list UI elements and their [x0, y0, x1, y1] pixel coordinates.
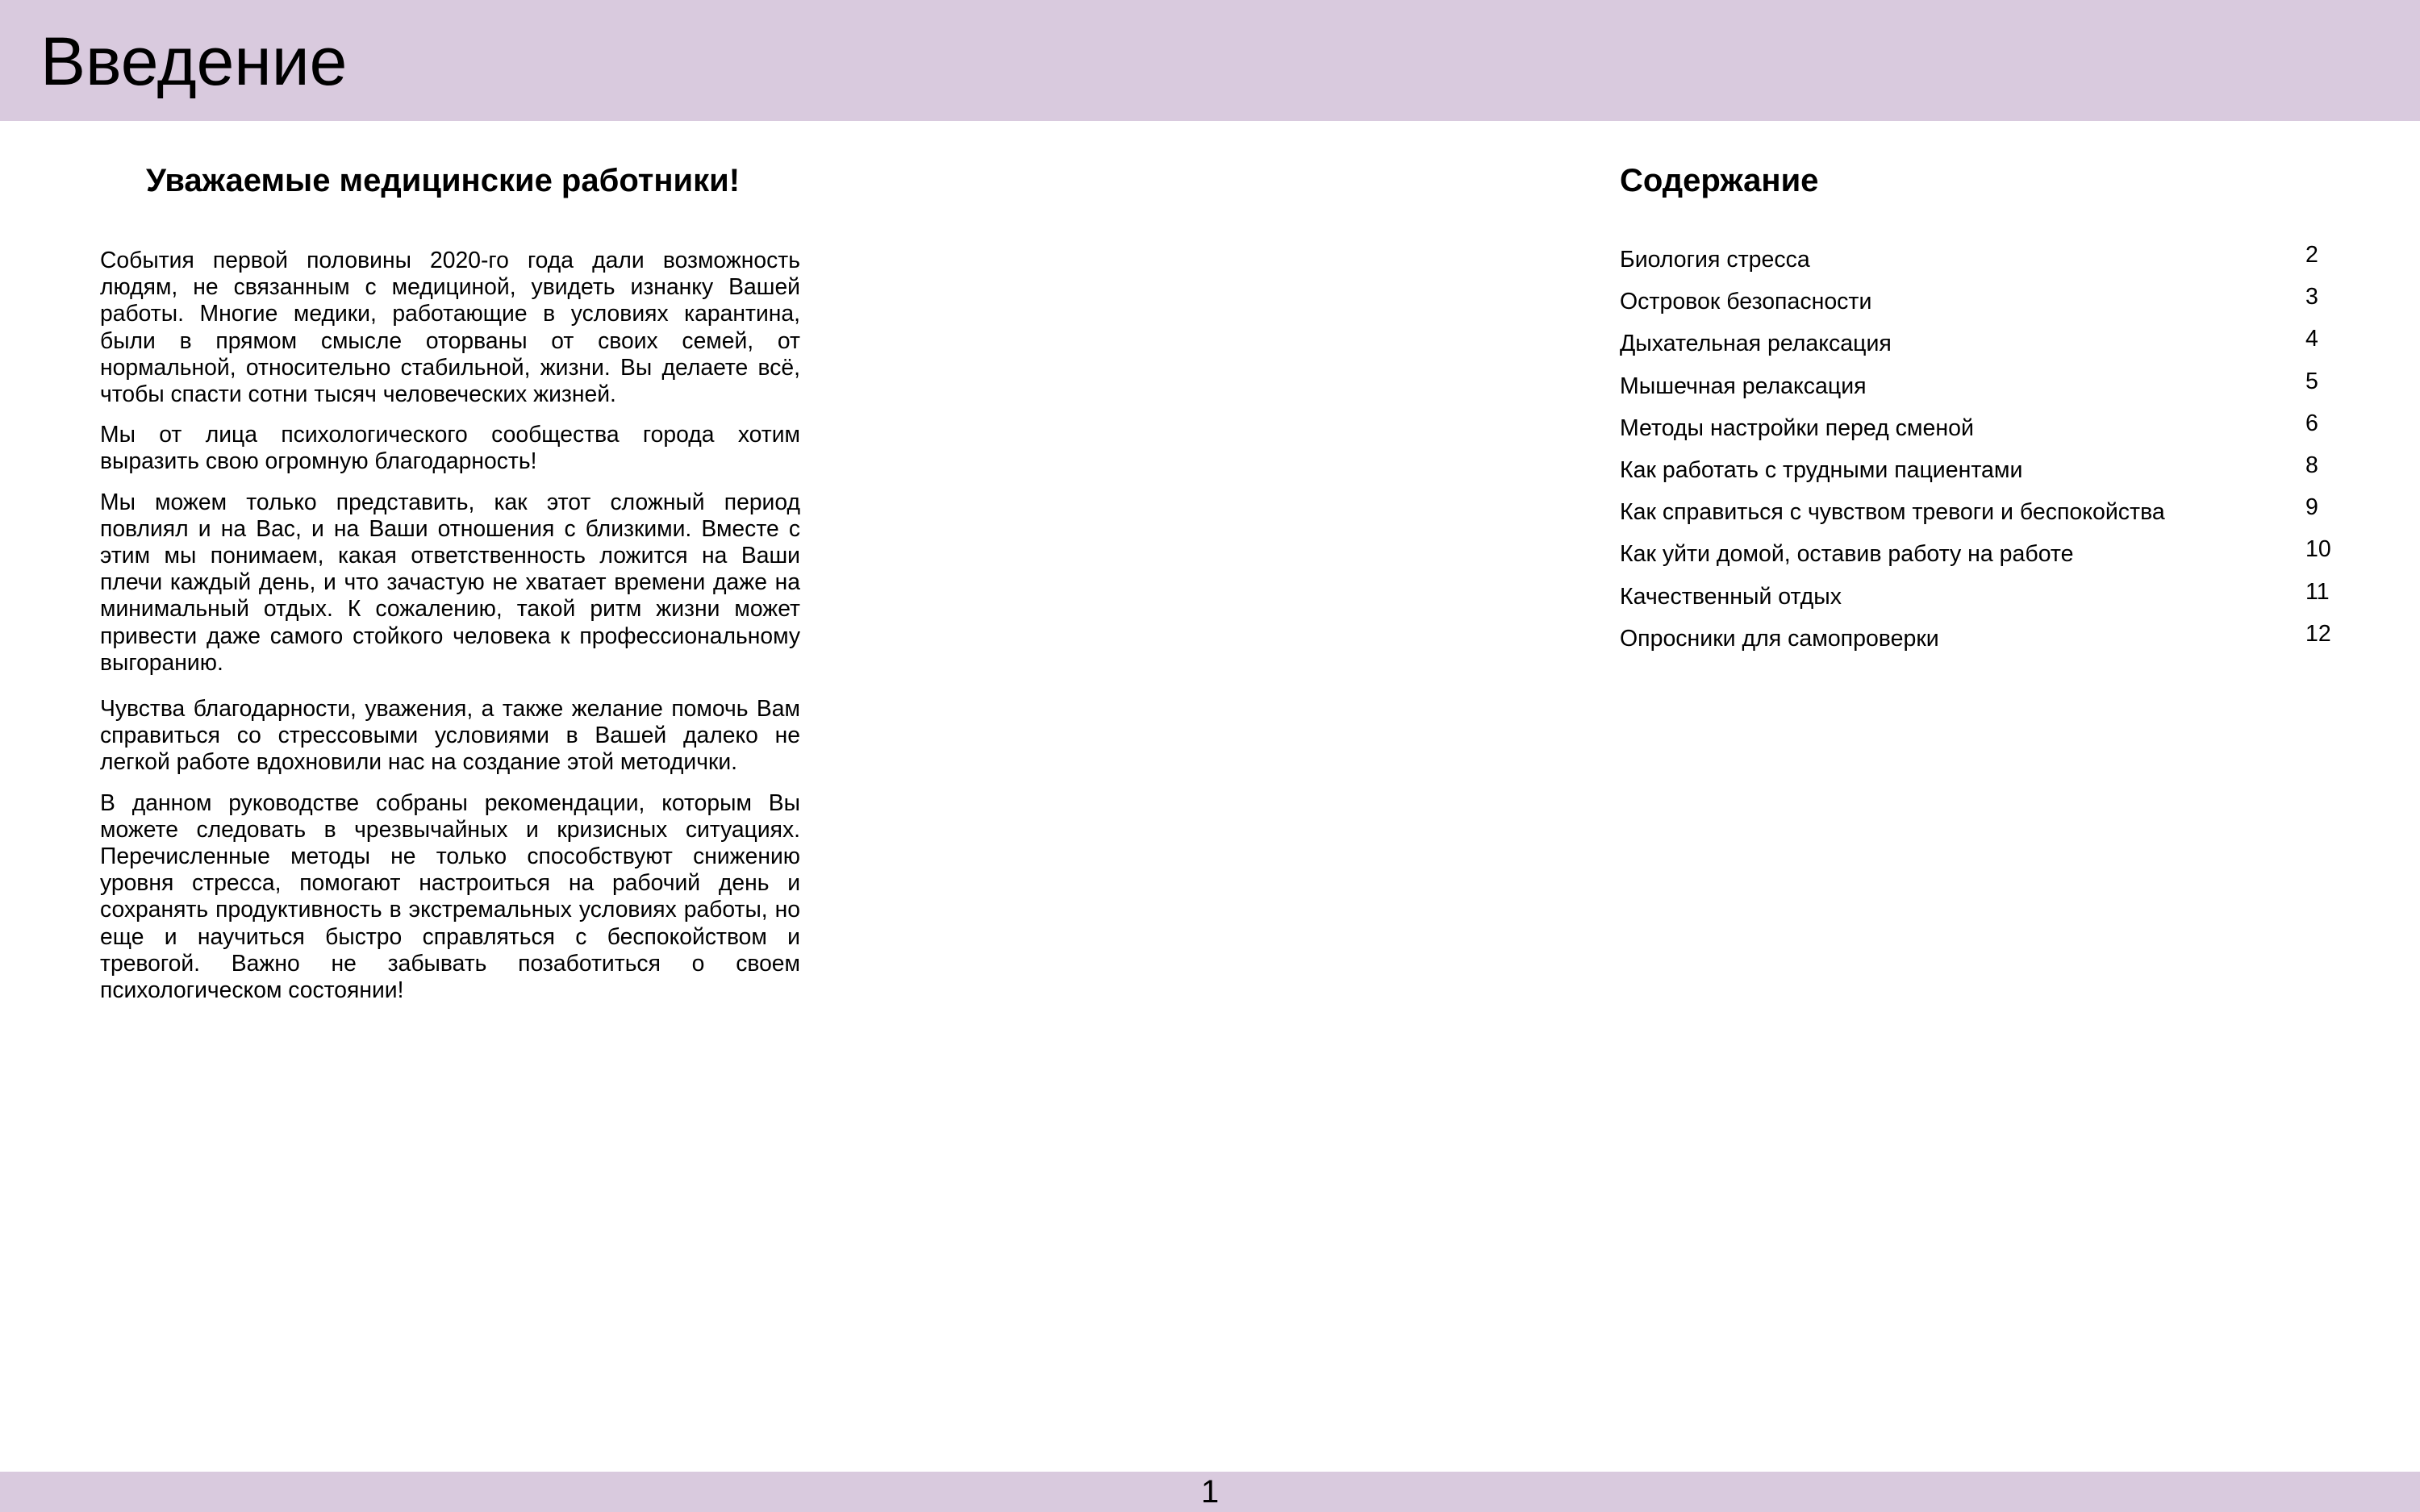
letter-section	[100, 158, 800, 1017]
toc-item-page: 8	[2305, 452, 2318, 478]
toc-item-label: Мышечная релаксация	[1620, 373, 1867, 399]
toc-list	[1620, 244, 2346, 664]
toc-item-page: 6	[2305, 410, 2318, 436]
letter-paragraph: В данном руководстве собраны рекомендации, которым Вы можете следовать в чрезвычайных и кризисных ситуациях. Перечисленные методы не только способствуют снижению уровня стресса, помогают настроиться на рабочий день и сохранять продуктивность в экстремальных условиях работы, но еще и научиться быстро справляться с беспокойством и тревогой. Важно не забывать позаботиться о своем психологическом состоянии!	[100, 789, 800, 1003]
toc-item[interactable]	[1620, 370, 2346, 412]
toc-heading: Содержание	[1620, 163, 1819, 198]
page-title: Введение	[40, 23, 348, 99]
toc-item-page: 4	[2305, 326, 2318, 352]
toc-item-page: 9	[2305, 494, 2318, 521]
letter-paragraph: Мы можем только представить, как этот сложный период повлиял и на Вас, и на Ваши отношения с близкими. Вместе с этим мы понимаем, какая ответственность ложится на Ваши плечи каждый день, и что зачастую не хватает времени даже на минимальный отдых. К сожалению, такой ритм жизни может привести даже самого стойкого человека к профессиональному выгоранию.	[100, 488, 800, 675]
toc-item[interactable]	[1620, 454, 2346, 496]
letter-paragraph: Чувства благодарности, уважения, а также желание помочь Вам справиться со стрессовыми условиями в Вашей далеко не легкой работе вдохновили нас на создание этой методички.	[100, 695, 800, 775]
toc-item[interactable]	[1620, 285, 2346, 327]
header-band	[0, 0, 2420, 121]
toc-item-page: 11	[2305, 578, 2330, 605]
toc-item-label: Качественный отдых	[1620, 583, 1842, 610]
toc-item-page: 10	[2305, 536, 2331, 563]
toc-item[interactable]	[1620, 412, 2346, 454]
toc-item[interactable]	[1620, 327, 2346, 369]
table-of-contents	[1620, 158, 2346, 664]
toc-item-label: Методы настройки перед сменой	[1620, 414, 1974, 441]
toc-item-label: Островок безопасности	[1620, 289, 1872, 315]
toc-item-label: Как справиться с чувством тревоги и беспокойства	[1620, 499, 2165, 526]
toc-item-page: 3	[2305, 284, 2318, 310]
letter-paragraph: События первой половины 2020-го года дали возможность людям, не связанным с медициной, увидеть изнанку Вашей работы. Многие медики, работающие в условиях карантина, были в прямом смысле оторваны от своих семей, от нормальной, относительно стабильной, жизни. Вы делаете всё, чтобы спасти сотни тысяч человеческих жизней.	[100, 247, 800, 407]
page-number: 1	[1200, 1474, 1220, 1510]
toc-item-page: 12	[2305, 620, 2331, 647]
toc-item[interactable]	[1620, 578, 2346, 623]
toc-item-label: Как работать с трудными пациентами	[1620, 456, 2023, 483]
toc-item[interactable]	[1620, 496, 2346, 538]
toc-item-label: Опросники для самопроверки	[1620, 625, 1939, 652]
toc-item-label: Дыхательная релаксация	[1620, 331, 1892, 357]
toc-item[interactable]	[1620, 620, 2346, 664]
toc-item-page: 5	[2305, 368, 2318, 394]
letter-paragraph: Мы от лица психологического сообщества города хотим выразить свою огромную благодарность!	[100, 421, 800, 474]
toc-item-label: Биология стресса	[1620, 247, 1810, 273]
toc-item-label: Как уйти домой, оставив работу на работе	[1620, 541, 2074, 568]
letter-heading: Уважаемые медицинские работники!	[145, 163, 741, 198]
toc-item[interactable]	[1620, 538, 2346, 580]
toc-item[interactable]	[1620, 244, 2346, 285]
toc-item-page: 2	[2305, 242, 2318, 268]
